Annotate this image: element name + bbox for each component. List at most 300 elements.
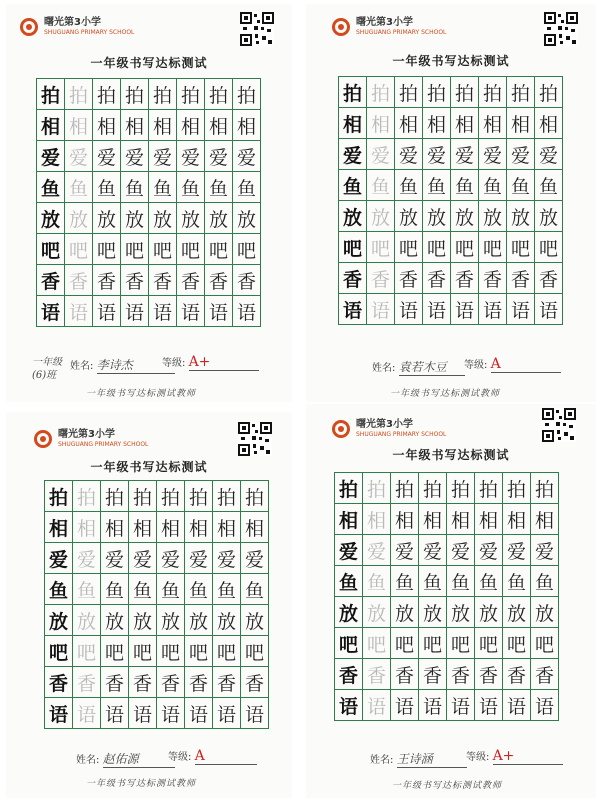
written-character: 语 bbox=[241, 698, 269, 729]
trace-character: 放 bbox=[363, 597, 391, 628]
written-character: 语 bbox=[391, 690, 419, 721]
written-character: 拍 bbox=[129, 481, 157, 512]
trace-character: 香 bbox=[363, 659, 391, 690]
grid-row bbox=[335, 473, 559, 504]
written-character: 拍 bbox=[531, 473, 559, 504]
written-character: 拍 bbox=[423, 77, 451, 108]
trace-character: 相 bbox=[73, 512, 101, 543]
written-character: 爱 bbox=[185, 543, 213, 574]
written-character: 香 bbox=[157, 667, 185, 698]
trace-character: 拍 bbox=[73, 481, 101, 512]
grid-row bbox=[45, 481, 269, 512]
written-character: 放 bbox=[391, 597, 419, 628]
written-character: 相 bbox=[157, 512, 185, 543]
written-character: 拍 bbox=[475, 473, 503, 504]
written-character: 吧 bbox=[121, 234, 149, 265]
written-character: 鱼 bbox=[419, 566, 447, 597]
teacher-signature: 一年级书写达标测试教师 bbox=[86, 779, 197, 789]
grid-row bbox=[339, 77, 563, 108]
grid-row bbox=[45, 543, 269, 574]
written-character: 语 bbox=[451, 294, 479, 325]
written-character: 拍 bbox=[395, 77, 423, 108]
written-character: 爱 bbox=[205, 141, 233, 172]
written-character: 放 bbox=[185, 605, 213, 636]
trace-character: 吧 bbox=[73, 636, 101, 667]
trace-character: 吧 bbox=[363, 628, 391, 659]
written-character: 鱼 bbox=[185, 574, 213, 605]
written-character: 吧 bbox=[391, 628, 419, 659]
grid-row bbox=[335, 504, 559, 535]
model-character: 香 bbox=[339, 263, 367, 294]
school-logo bbox=[332, 14, 446, 40]
written-character: 爱 bbox=[419, 535, 447, 566]
written-character: 放 bbox=[149, 203, 177, 234]
written-character: 相 bbox=[121, 110, 149, 141]
page-title: 一年级书写达标测试 bbox=[392, 448, 510, 462]
written-character: 香 bbox=[479, 263, 507, 294]
trace-character: 语 bbox=[367, 294, 395, 325]
written-character: 吧 bbox=[101, 636, 129, 667]
model-character: 放 bbox=[335, 597, 363, 628]
teacher-signature: 一年级书写达标测试教师 bbox=[392, 781, 503, 791]
grid-row bbox=[37, 265, 261, 296]
written-character: 语 bbox=[479, 294, 507, 325]
grade-value: A bbox=[491, 356, 561, 373]
worksheet-1 bbox=[6, 4, 292, 402]
written-character: 放 bbox=[419, 597, 447, 628]
written-character: 拍 bbox=[93, 79, 121, 110]
written-character: 放 bbox=[535, 201, 563, 232]
written-character: 放 bbox=[233, 203, 261, 234]
page-title: 一年级书写达标测试 bbox=[90, 56, 208, 70]
written-character: 香 bbox=[419, 659, 447, 690]
model-character: 相 bbox=[45, 512, 73, 543]
written-character: 鱼 bbox=[475, 566, 503, 597]
written-character: 语 bbox=[503, 690, 531, 721]
grid-rows bbox=[339, 77, 563, 325]
written-character: 香 bbox=[423, 263, 451, 294]
written-character: 相 bbox=[419, 504, 447, 535]
written-character: 香 bbox=[507, 263, 535, 294]
written-character: 放 bbox=[423, 201, 451, 232]
grid-row bbox=[45, 667, 269, 698]
written-character: 爱 bbox=[177, 141, 205, 172]
name-label: 姓名: bbox=[76, 755, 100, 766]
logo-sub: SHUGUANG PRIMARY SCHOOL bbox=[58, 441, 149, 448]
school-logo bbox=[332, 416, 446, 442]
written-character: 拍 bbox=[391, 473, 419, 504]
written-character: 爱 bbox=[535, 139, 563, 170]
written-character: 放 bbox=[205, 203, 233, 234]
grid-row bbox=[339, 170, 563, 201]
written-character: 吧 bbox=[475, 628, 503, 659]
trace-character: 放 bbox=[73, 605, 101, 636]
written-character: 放 bbox=[479, 201, 507, 232]
written-character: 拍 bbox=[507, 77, 535, 108]
student-name: 赵佑源 bbox=[103, 750, 175, 768]
written-character: 语 bbox=[93, 296, 121, 327]
written-character: 放 bbox=[395, 201, 423, 232]
grid-row bbox=[37, 172, 261, 203]
grid-row bbox=[335, 628, 559, 659]
model-character: 相 bbox=[339, 108, 367, 139]
student-name: 袁若木豆 bbox=[399, 358, 465, 376]
grade-label: 等级: bbox=[168, 752, 192, 763]
grade-label: 等级: bbox=[464, 360, 488, 371]
written-character: 拍 bbox=[177, 79, 205, 110]
written-character: 相 bbox=[395, 108, 423, 139]
model-character: 鱼 bbox=[37, 172, 65, 203]
trace-character: 爱 bbox=[65, 141, 93, 172]
name-field bbox=[76, 750, 175, 768]
grade-field bbox=[162, 354, 259, 371]
written-character: 放 bbox=[475, 597, 503, 628]
trace-character: 语 bbox=[73, 698, 101, 729]
written-character: 爱 bbox=[531, 535, 559, 566]
written-character: 吧 bbox=[451, 232, 479, 263]
trace-character: 鱼 bbox=[65, 172, 93, 203]
grade-value: A+ bbox=[493, 748, 563, 765]
written-character: 相 bbox=[213, 512, 241, 543]
model-character: 吧 bbox=[339, 232, 367, 263]
written-character: 爱 bbox=[395, 139, 423, 170]
grid-row bbox=[45, 636, 269, 667]
written-character: 放 bbox=[503, 597, 531, 628]
written-character: 语 bbox=[101, 698, 129, 729]
written-character: 拍 bbox=[535, 77, 563, 108]
written-character: 语 bbox=[177, 296, 205, 327]
model-character: 拍 bbox=[335, 473, 363, 504]
written-character: 拍 bbox=[503, 473, 531, 504]
grade-label: 等级: bbox=[466, 752, 490, 763]
written-character: 鱼 bbox=[391, 566, 419, 597]
written-character: 鱼 bbox=[241, 574, 269, 605]
written-character: 相 bbox=[475, 504, 503, 535]
grid-row bbox=[45, 574, 269, 605]
written-character: 语 bbox=[419, 690, 447, 721]
written-character: 语 bbox=[129, 698, 157, 729]
written-character: 语 bbox=[121, 296, 149, 327]
written-character: 语 bbox=[507, 294, 535, 325]
name-field bbox=[370, 750, 467, 768]
writing-grid bbox=[44, 480, 269, 729]
grid-row bbox=[37, 79, 261, 110]
name-label: 姓名: bbox=[372, 363, 396, 374]
written-character: 相 bbox=[507, 108, 535, 139]
name-field bbox=[372, 358, 465, 376]
grid-row bbox=[45, 698, 269, 729]
grid-row bbox=[335, 566, 559, 597]
logo-icon bbox=[20, 18, 38, 36]
grid-row bbox=[37, 110, 261, 141]
written-character: 鱼 bbox=[535, 170, 563, 201]
written-character: 爱 bbox=[93, 141, 121, 172]
class-note: 一年级(6)班 bbox=[32, 357, 62, 381]
model-character: 放 bbox=[37, 203, 65, 234]
trace-character: 爱 bbox=[73, 543, 101, 574]
grid-row bbox=[45, 605, 269, 636]
written-character: 鱼 bbox=[205, 172, 233, 203]
written-character: 相 bbox=[535, 108, 563, 139]
model-character: 香 bbox=[45, 667, 73, 698]
logo-sub: SHUGUANG PRIMARY SCHOOL bbox=[356, 431, 447, 438]
written-character: 拍 bbox=[479, 77, 507, 108]
written-character: 吧 bbox=[213, 636, 241, 667]
model-character: 语 bbox=[37, 296, 65, 327]
written-character: 香 bbox=[101, 667, 129, 698]
written-character: 爱 bbox=[479, 139, 507, 170]
written-character: 香 bbox=[93, 265, 121, 296]
written-character: 拍 bbox=[447, 473, 475, 504]
written-character: 鱼 bbox=[93, 172, 121, 203]
written-character: 语 bbox=[213, 698, 241, 729]
written-character: 吧 bbox=[395, 232, 423, 263]
written-character: 拍 bbox=[149, 79, 177, 110]
written-character: 鱼 bbox=[233, 172, 261, 203]
written-character: 鱼 bbox=[101, 574, 129, 605]
written-character: 爱 bbox=[233, 141, 261, 172]
worksheet-4 bbox=[306, 404, 596, 798]
name-label: 姓名: bbox=[370, 755, 394, 766]
written-character: 香 bbox=[535, 263, 563, 294]
written-character: 语 bbox=[149, 296, 177, 327]
written-character: 鱼 bbox=[149, 172, 177, 203]
trace-character: 相 bbox=[65, 110, 93, 141]
model-character: 相 bbox=[37, 110, 65, 141]
written-character: 爱 bbox=[447, 535, 475, 566]
written-character: 鱼 bbox=[503, 566, 531, 597]
writing-grid bbox=[36, 78, 261, 327]
written-character: 爱 bbox=[475, 535, 503, 566]
name-label: 姓名: bbox=[70, 361, 94, 372]
model-character: 鱼 bbox=[335, 566, 363, 597]
written-character: 吧 bbox=[177, 234, 205, 265]
grid-row bbox=[335, 597, 559, 628]
grid-row bbox=[339, 294, 563, 325]
page-title: 一年级书写达标测试 bbox=[90, 460, 208, 474]
trace-character: 放 bbox=[65, 203, 93, 234]
written-character: 香 bbox=[447, 659, 475, 690]
model-character: 语 bbox=[339, 294, 367, 325]
written-character: 拍 bbox=[185, 481, 213, 512]
written-character: 吧 bbox=[447, 628, 475, 659]
written-character: 吧 bbox=[507, 232, 535, 263]
written-character: 香 bbox=[149, 265, 177, 296]
trace-character: 鱼 bbox=[367, 170, 395, 201]
school-logo bbox=[20, 14, 134, 40]
page-title: 一年级书写达标测试 bbox=[392, 54, 510, 68]
trace-character: 语 bbox=[65, 296, 93, 327]
written-character: 拍 bbox=[419, 473, 447, 504]
grade-value: A bbox=[195, 748, 257, 765]
trace-character: 爱 bbox=[367, 139, 395, 170]
logo-sub: SHUGUANG PRIMARY SCHOOL bbox=[356, 29, 447, 36]
model-character: 吧 bbox=[45, 636, 73, 667]
written-character: 语 bbox=[233, 296, 261, 327]
written-character: 相 bbox=[451, 108, 479, 139]
trace-character: 香 bbox=[65, 265, 93, 296]
grid-row bbox=[45, 512, 269, 543]
written-character: 吧 bbox=[531, 628, 559, 659]
grid-row bbox=[335, 535, 559, 566]
written-character: 吧 bbox=[93, 234, 121, 265]
written-character: 放 bbox=[447, 597, 475, 628]
written-character: 吧 bbox=[423, 232, 451, 263]
grade-field bbox=[466, 748, 563, 765]
trace-character: 香 bbox=[73, 667, 101, 698]
trace-character: 鱼 bbox=[73, 574, 101, 605]
written-character: 爱 bbox=[101, 543, 129, 574]
written-character: 爱 bbox=[503, 535, 531, 566]
written-character: 香 bbox=[531, 659, 559, 690]
written-character: 爱 bbox=[129, 543, 157, 574]
teacher-signature: 一年级书写达标测试教师 bbox=[390, 389, 501, 399]
logo-name: 曙光第3小学 bbox=[356, 17, 413, 28]
model-character: 爱 bbox=[339, 139, 367, 170]
written-character: 相 bbox=[531, 504, 559, 535]
school-logo bbox=[34, 426, 148, 452]
trace-character: 语 bbox=[363, 690, 391, 721]
trace-character: 拍 bbox=[367, 77, 395, 108]
written-character: 香 bbox=[177, 265, 205, 296]
written-character: 鱼 bbox=[531, 566, 559, 597]
written-character: 爱 bbox=[391, 535, 419, 566]
writing-grid bbox=[334, 472, 559, 721]
grid-row bbox=[335, 659, 559, 690]
grade-value: A+ bbox=[189, 354, 259, 371]
trace-character: 吧 bbox=[65, 234, 93, 265]
grid-row bbox=[339, 263, 563, 294]
model-character: 语 bbox=[335, 690, 363, 721]
written-character: 拍 bbox=[101, 481, 129, 512]
written-character: 鱼 bbox=[157, 574, 185, 605]
model-character: 语 bbox=[45, 698, 73, 729]
logo-name: 曙光第3小学 bbox=[356, 419, 413, 430]
trace-character: 吧 bbox=[367, 232, 395, 263]
written-character: 鱼 bbox=[395, 170, 423, 201]
model-character: 鱼 bbox=[339, 170, 367, 201]
written-character: 相 bbox=[423, 108, 451, 139]
written-character: 相 bbox=[93, 110, 121, 141]
written-character: 语 bbox=[475, 690, 503, 721]
written-character: 爱 bbox=[149, 141, 177, 172]
written-character: 相 bbox=[129, 512, 157, 543]
written-character: 放 bbox=[177, 203, 205, 234]
grid-row bbox=[335, 690, 559, 721]
model-character: 拍 bbox=[37, 79, 65, 110]
written-character: 相 bbox=[101, 512, 129, 543]
written-character: 香 bbox=[205, 265, 233, 296]
written-character: 放 bbox=[507, 201, 535, 232]
teacher-signature: 一年级书写达标测试教师 bbox=[86, 389, 197, 399]
grade-field bbox=[464, 356, 561, 373]
written-character: 放 bbox=[121, 203, 149, 234]
model-character: 爱 bbox=[335, 535, 363, 566]
grid-row bbox=[37, 203, 261, 234]
written-character: 香 bbox=[185, 667, 213, 698]
written-character: 相 bbox=[233, 110, 261, 141]
written-character: 鱼 bbox=[447, 566, 475, 597]
written-character: 吧 bbox=[185, 636, 213, 667]
written-character: 放 bbox=[213, 605, 241, 636]
written-character: 吧 bbox=[479, 232, 507, 263]
written-character: 语 bbox=[531, 690, 559, 721]
written-character: 语 bbox=[157, 698, 185, 729]
model-character: 爱 bbox=[45, 543, 73, 574]
written-character: 爱 bbox=[157, 543, 185, 574]
written-character: 鱼 bbox=[423, 170, 451, 201]
written-character: 拍 bbox=[157, 481, 185, 512]
model-character: 相 bbox=[335, 504, 363, 535]
model-character: 爱 bbox=[37, 141, 65, 172]
written-character: 相 bbox=[149, 110, 177, 141]
model-character: 放 bbox=[339, 201, 367, 232]
written-character: 拍 bbox=[233, 79, 261, 110]
model-character: 拍 bbox=[45, 481, 73, 512]
written-character: 放 bbox=[93, 203, 121, 234]
written-character: 相 bbox=[479, 108, 507, 139]
written-character: 鱼 bbox=[451, 170, 479, 201]
name-field bbox=[70, 356, 175, 374]
grid-row bbox=[339, 201, 563, 232]
written-character: 香 bbox=[475, 659, 503, 690]
model-character: 香 bbox=[37, 265, 65, 296]
written-character: 爱 bbox=[451, 139, 479, 170]
written-character: 语 bbox=[205, 296, 233, 327]
grid-row bbox=[339, 232, 563, 263]
grid-rows bbox=[37, 79, 261, 327]
written-character: 语 bbox=[535, 294, 563, 325]
written-character: 放 bbox=[451, 201, 479, 232]
trace-character: 相 bbox=[367, 108, 395, 139]
written-character: 香 bbox=[451, 263, 479, 294]
qr-code-icon bbox=[240, 12, 274, 46]
writing-grid bbox=[338, 76, 563, 325]
trace-character: 拍 bbox=[65, 79, 93, 110]
written-character: 爱 bbox=[241, 543, 269, 574]
written-character: 拍 bbox=[213, 481, 241, 512]
written-character: 香 bbox=[395, 263, 423, 294]
logo-icon bbox=[34, 430, 52, 448]
student-name: 李诗杰 bbox=[97, 356, 175, 374]
written-character: 相 bbox=[241, 512, 269, 543]
model-character: 吧 bbox=[37, 234, 65, 265]
grid-rows bbox=[45, 481, 269, 729]
written-character: 语 bbox=[395, 294, 423, 325]
written-character: 语 bbox=[447, 690, 475, 721]
logo-sub: SHUGUANG PRIMARY SCHOOL bbox=[44, 29, 135, 36]
written-character: 放 bbox=[157, 605, 185, 636]
student-name: 王诗涵 bbox=[397, 750, 467, 768]
written-character: 鱼 bbox=[121, 172, 149, 203]
written-character: 拍 bbox=[451, 77, 479, 108]
written-character: 香 bbox=[129, 667, 157, 698]
written-character: 香 bbox=[233, 265, 261, 296]
written-character: 拍 bbox=[121, 79, 149, 110]
trace-character: 相 bbox=[363, 504, 391, 535]
written-character: 放 bbox=[101, 605, 129, 636]
written-character: 吧 bbox=[205, 234, 233, 265]
written-character: 相 bbox=[205, 110, 233, 141]
written-character: 爱 bbox=[423, 139, 451, 170]
written-character: 放 bbox=[241, 605, 269, 636]
written-character: 香 bbox=[503, 659, 531, 690]
written-character: 相 bbox=[177, 110, 205, 141]
worksheet-3 bbox=[6, 412, 292, 798]
written-character: 鱼 bbox=[507, 170, 535, 201]
written-character: 放 bbox=[129, 605, 157, 636]
logo-icon bbox=[332, 18, 350, 36]
